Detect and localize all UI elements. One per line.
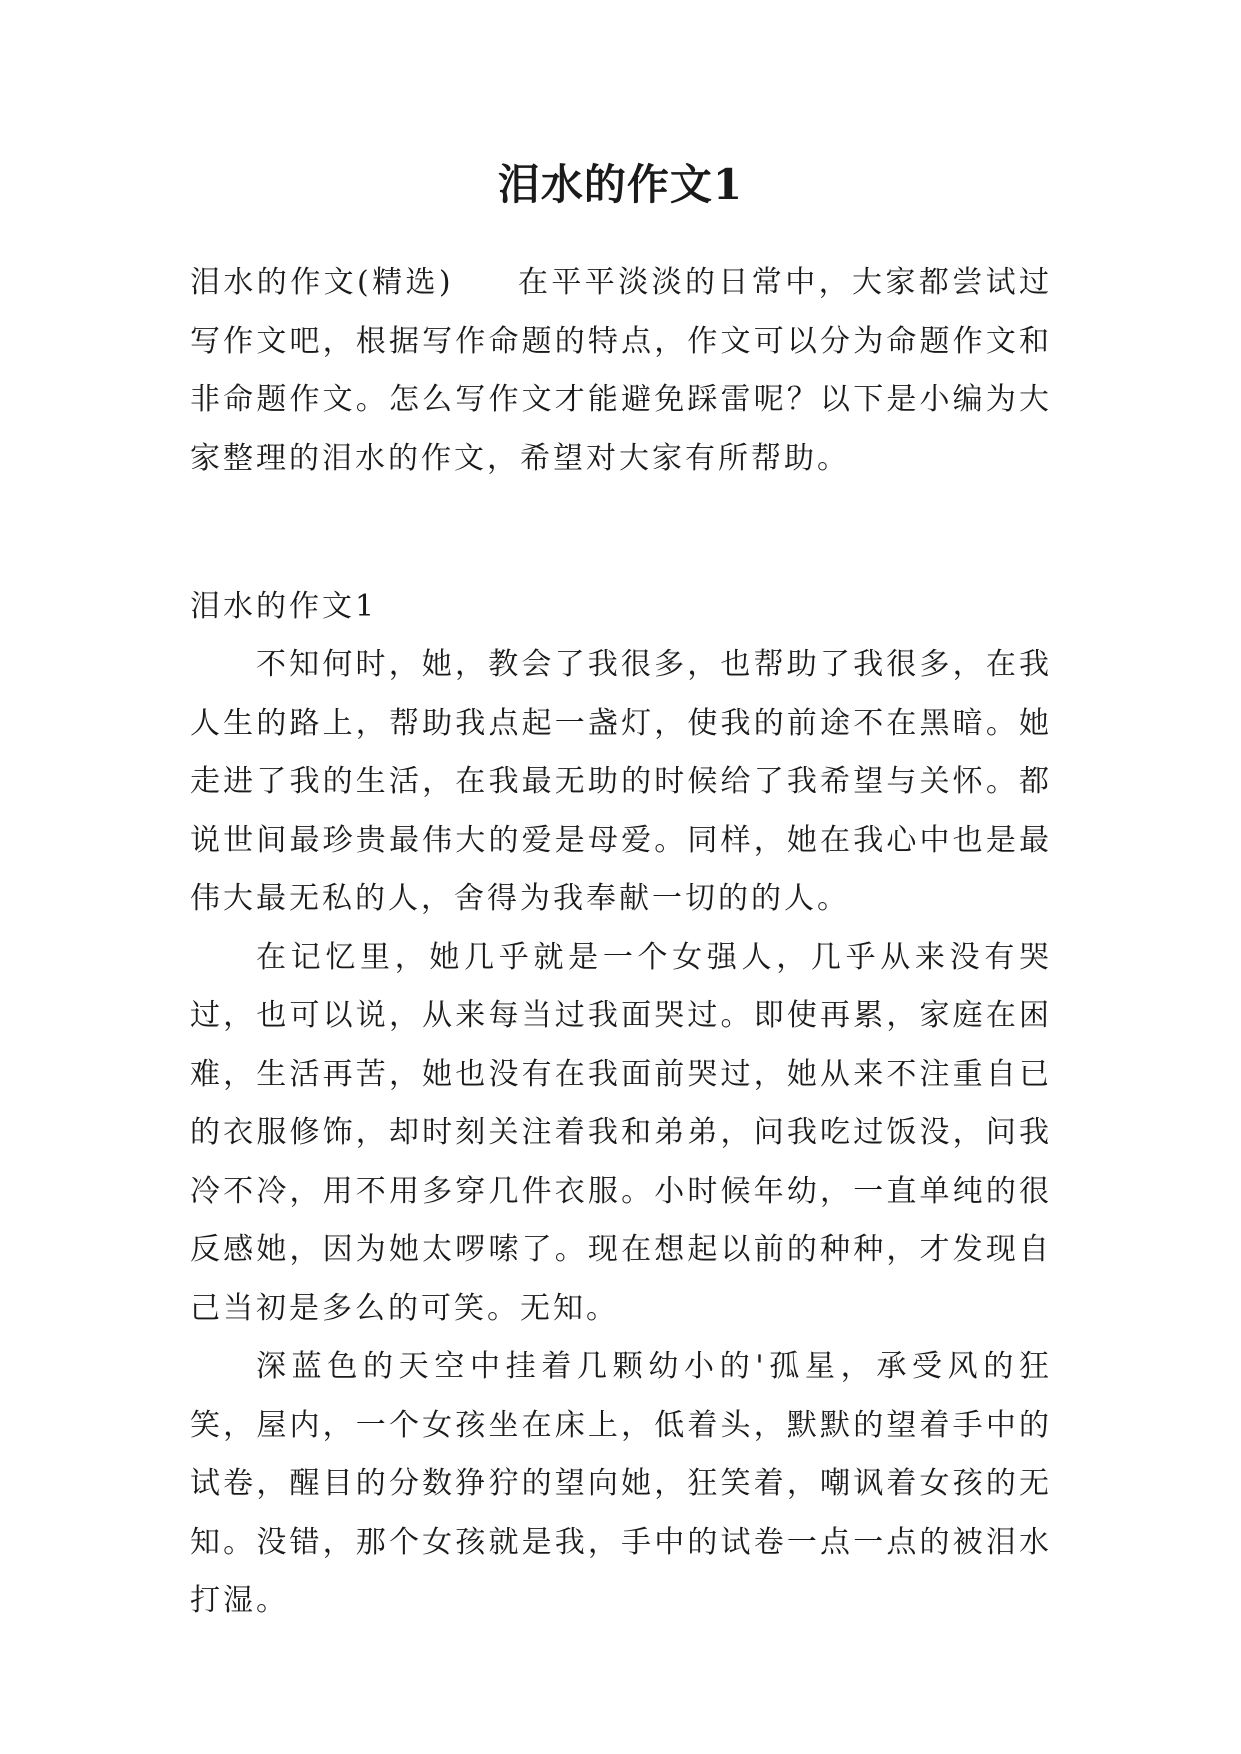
section-heading: 泪水的作文1 — [190, 589, 378, 624]
essay-paragraph: 不知何时，她，教会了我很多，也帮助了我很多，在我人生的路上，帮助我点起一盏灯，使我的前途不在黑暗。她走进了我的生活，在我最无助的时候给了我希望与关怀。都说世间最珍贵最伟大的爱是母爱。同样，她在我心中也是最伟大最无私的人，舍得为我奉献一切的的人。 — [190, 647, 1052, 916]
document-title: 泪水的作文1 — [497, 160, 744, 209]
essay-paragraph: 在记忆里，她几乎就是一个女强人，几乎从来没有哭过，也可以说，从来每当过我面哭过。即使再累，家庭在困难，生活再苦，她也没有在我面前哭过，她从来不注重自已的衣服修饰，却时刻关注着我和弟弟，问我吃过饭没，问我冷不冷，用不用多穿几件衣服。小时候年幼，一直单纯的很反感她，因为她太啰嗦了。现在想起以前的种种，才发现自己当初是多么的可笑。无知。 — [190, 939, 1052, 1326]
essay-body — [190, 636, 1052, 1631]
essay-paragraph: 深蓝色的天空中挂着几颗幼小的'孤星，承受风的狂笑，屋内，一个女孩坐在床上，低着头，默默的望着手中的试卷，醒目的分数狰狞的望向她，狂笑着，嘲讽着女孩的无知。没错，那个女孩就是我，手中的试卷一点一点的被泪水打湿。 — [190, 1349, 1052, 1618]
intro-label: 泪水的作文(精选) — [190, 265, 454, 300]
intro-text: 在平平淡淡的日常中，大家都尝试过写作文吧，根据写作命题的特点，作文可以分为命题作文和非命题作文。怎么写作文才能避免踩雷呢？以下是小编为大家整理的泪水的作文，希望对大家有所帮助。 — [190, 265, 1052, 476]
intro-paragraph — [190, 254, 1052, 488]
